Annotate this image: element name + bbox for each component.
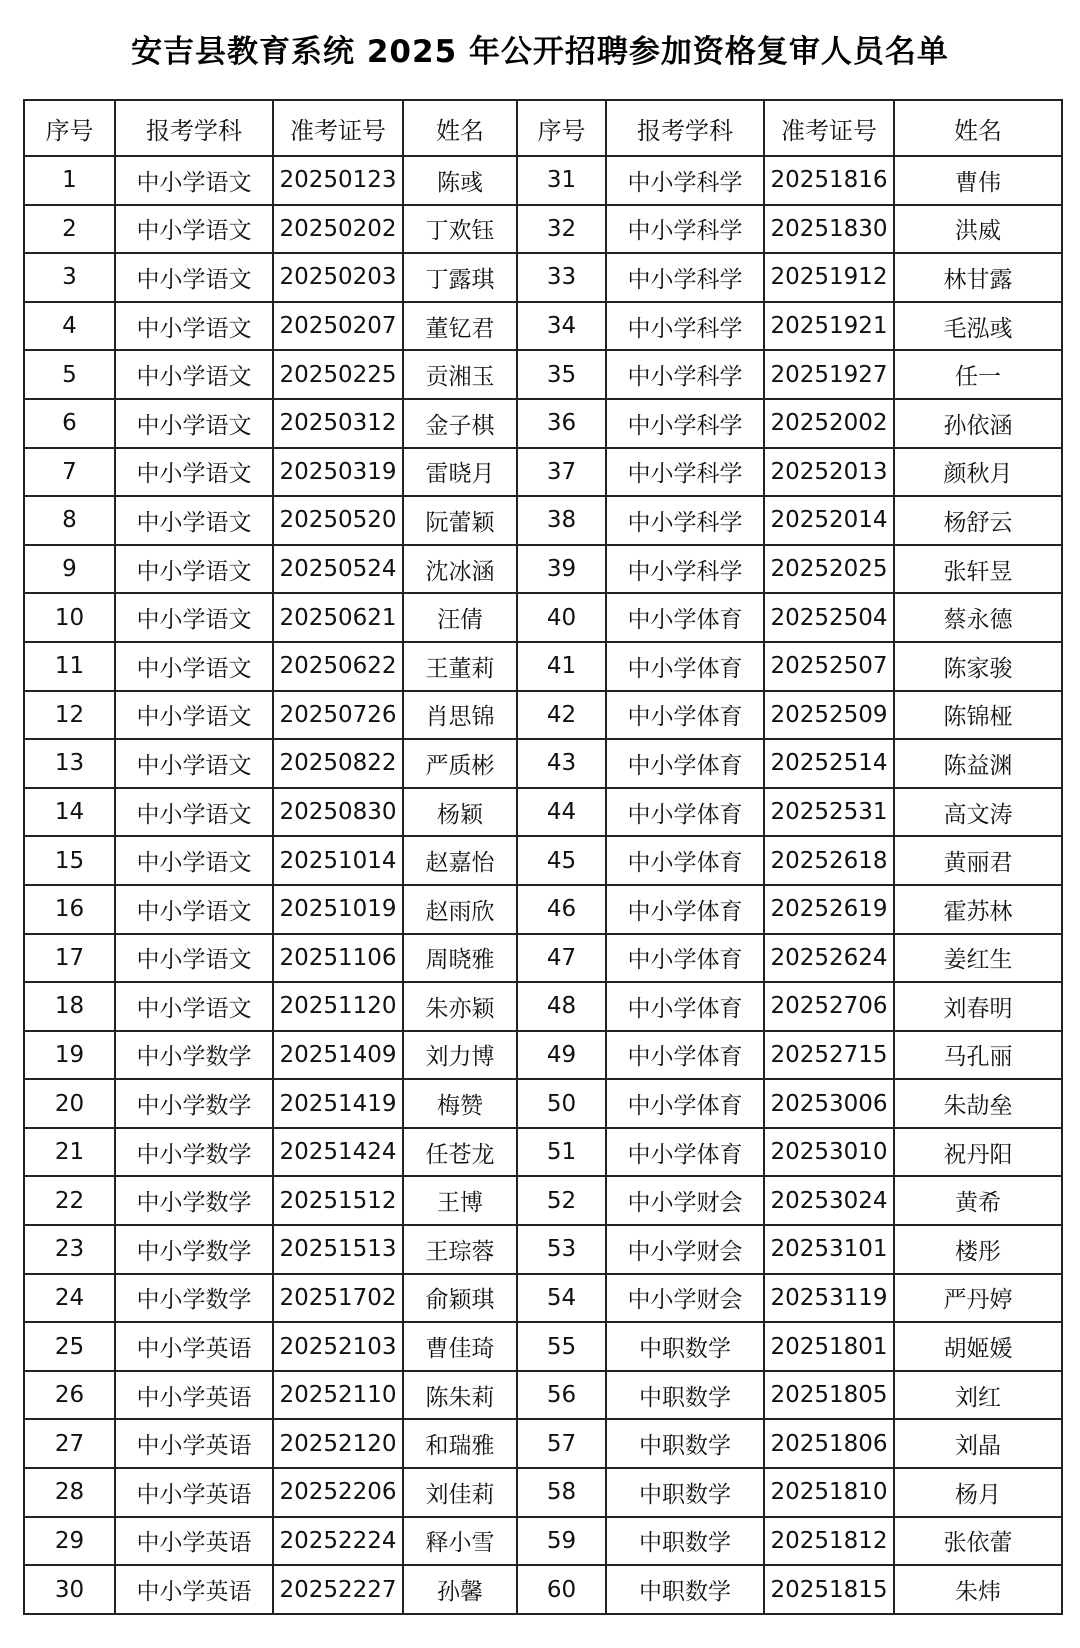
seq-cell: 20 [24,1079,115,1128]
seq-cell: 30 [24,1565,115,1614]
exam-id-cell: 20251801 [764,1322,894,1371]
name-cell: 董钇君 [403,302,517,351]
seq-cell: 3 [24,253,115,302]
name-cell: 陈家骏 [894,642,1062,691]
seq-cell: 11 [24,642,115,691]
name-cell: 任苍龙 [403,1128,517,1177]
seq-cell: 58 [517,1468,606,1517]
exam-id-cell: 20251512 [273,1176,403,1225]
exam-id-cell: 20251014 [273,836,403,885]
name-cell: 赵雨欣 [403,885,517,934]
exam-id-cell: 20250822 [273,739,403,788]
seq-cell: 45 [517,836,606,885]
exam-id-cell: 20251921 [764,302,894,351]
exam-id-cell: 20252504 [764,593,894,642]
exam-id-cell: 20251912 [764,253,894,302]
subject-cell: 中小学数学 [115,1225,273,1274]
seq-cell: 55 [517,1322,606,1371]
exam-id-cell: 20251513 [273,1225,403,1274]
table-row [24,205,1062,254]
subject-cell: 中小学英语 [115,1371,273,1420]
seq-cell: 54 [517,1274,606,1323]
name-cell: 雷晓月 [403,448,517,497]
subject-cell: 中小学体育 [606,1031,764,1080]
table-row [24,156,1062,205]
subject-cell: 中小学英语 [115,1419,273,1468]
seq-cell: 56 [517,1371,606,1420]
name-cell: 周晓雅 [403,934,517,983]
name-cell: 陈益渊 [894,739,1062,788]
seq-cell: 24 [24,1274,115,1323]
name-cell: 金子棋 [403,399,517,448]
name-cell: 朱炜 [894,1565,1062,1614]
subject-cell: 中小学体育 [606,934,764,983]
subject-cell: 中小学财会 [606,1176,764,1225]
name-cell: 杨月 [894,1468,1062,1517]
header-seq: 序号 [517,100,606,156]
table-row [24,1419,1062,1468]
seq-cell: 18 [24,982,115,1031]
name-cell: 赵嘉怡 [403,836,517,885]
exam-id-cell: 20251830 [764,205,894,254]
subject-cell: 中小学语文 [115,934,273,983]
exam-id-cell: 20250520 [273,496,403,545]
exam-id-cell: 20252715 [764,1031,894,1080]
exam-id-cell: 20250726 [273,691,403,740]
table-row [24,1468,1062,1517]
exam-id-cell: 20252531 [764,788,894,837]
name-cell: 贡湘玉 [403,350,517,399]
name-cell: 王董莉 [403,642,517,691]
exam-id-cell: 20252706 [764,982,894,1031]
table-row [24,1322,1062,1371]
exam-id-cell: 20251810 [764,1468,894,1517]
subject-cell: 中小学语文 [115,496,273,545]
exam-id-cell: 20251419 [273,1079,403,1128]
seq-cell: 29 [24,1517,115,1566]
subject-cell: 中小学语文 [115,545,273,594]
candidate-table [23,99,1063,1615]
seq-cell: 12 [24,691,115,740]
header-subject: 报考学科 [606,100,764,156]
table-row [24,885,1062,934]
seq-cell: 26 [24,1371,115,1420]
subject-cell: 中小学科学 [606,350,764,399]
exam-id-cell: 20250123 [273,156,403,205]
exam-id-cell: 20251702 [273,1274,403,1323]
name-cell: 杨颖 [403,788,517,837]
seq-cell: 22 [24,1176,115,1225]
seq-cell: 43 [517,739,606,788]
table-row [24,1031,1062,1080]
seq-cell: 23 [24,1225,115,1274]
name-cell: 朱亦颖 [403,982,517,1031]
seq-cell: 50 [517,1079,606,1128]
name-cell: 黄希 [894,1176,1062,1225]
name-cell: 陈朱莉 [403,1371,517,1420]
header-name: 姓名 [403,100,517,156]
subject-cell: 中小学语文 [115,156,273,205]
table-row [24,593,1062,642]
table-row [24,1079,1062,1128]
name-cell: 刘佳莉 [403,1468,517,1517]
table-row [24,1176,1062,1225]
table-body [24,156,1062,1614]
exam-id-cell: 20251816 [764,156,894,205]
name-cell: 和瑞雅 [403,1419,517,1468]
seq-cell: 47 [517,934,606,983]
header-name: 姓名 [894,100,1062,156]
exam-id-cell: 20250203 [273,253,403,302]
exam-id-cell: 20251815 [764,1565,894,1614]
name-cell: 王博 [403,1176,517,1225]
exam-id-cell: 20253024 [764,1176,894,1225]
subject-cell: 中小学科学 [606,399,764,448]
exam-id-cell: 20250202 [273,205,403,254]
table-row [24,1274,1062,1323]
exam-id-cell: 20251424 [273,1128,403,1177]
subject-cell: 中小学语文 [115,350,273,399]
exam-id-cell: 20253010 [764,1128,894,1177]
seq-cell: 9 [24,545,115,594]
header-exam-id: 准考证号 [764,100,894,156]
name-cell: 祝丹阳 [894,1128,1062,1177]
exam-id-cell: 20252120 [273,1419,403,1468]
table-row [24,1371,1062,1420]
name-cell: 霍苏林 [894,885,1062,934]
subject-cell: 中小学数学 [115,1274,273,1323]
name-cell: 蔡永德 [894,593,1062,642]
name-cell: 刘春明 [894,982,1062,1031]
name-cell: 丁欢钰 [403,205,517,254]
subject-cell: 中职数学 [606,1322,764,1371]
table-header-row [24,100,1062,156]
subject-cell: 中小学体育 [606,982,764,1031]
exam-id-cell: 20251806 [764,1419,894,1468]
seq-cell: 25 [24,1322,115,1371]
exam-id-cell: 20252103 [273,1322,403,1371]
subject-cell: 中小学财会 [606,1225,764,1274]
subject-cell: 中小学体育 [606,642,764,691]
name-cell: 阮蕾颖 [403,496,517,545]
name-cell: 刘力博 [403,1031,517,1080]
subject-cell: 中小学体育 [606,739,764,788]
exam-id-cell: 20251805 [764,1371,894,1420]
exam-id-cell: 20250524 [273,545,403,594]
table-row [24,788,1062,837]
seq-cell: 46 [517,885,606,934]
table-row [24,691,1062,740]
subject-cell: 中小学英语 [115,1322,273,1371]
seq-cell: 14 [24,788,115,837]
exam-id-cell: 20252507 [764,642,894,691]
exam-id-cell: 20252014 [764,496,894,545]
name-cell: 王琮蓉 [403,1225,517,1274]
subject-cell: 中小学科学 [606,545,764,594]
exam-id-cell: 20250621 [273,593,403,642]
subject-cell: 中小学体育 [606,593,764,642]
seq-cell: 13 [24,739,115,788]
exam-id-cell: 20250207 [273,302,403,351]
name-cell: 汪倩 [403,593,517,642]
seq-cell: 4 [24,302,115,351]
seq-cell: 59 [517,1517,606,1566]
table-row [24,642,1062,691]
page-title: 安吉县教育系统 2025 年公开招聘参加资格复审人员名单 [131,34,949,70]
subject-cell: 中小学语文 [115,448,273,497]
name-cell: 楼彤 [894,1225,1062,1274]
table-row [24,399,1062,448]
name-cell: 肖思锦 [403,691,517,740]
name-cell: 刘晶 [894,1419,1062,1468]
subject-cell: 中小学财会 [606,1274,764,1323]
header-subject: 报考学科 [115,100,273,156]
name-cell: 任一 [894,350,1062,399]
subject-cell: 中小学数学 [115,1031,273,1080]
seq-cell: 34 [517,302,606,351]
subject-cell: 中小学语文 [115,691,273,740]
subject-cell: 中小学体育 [606,1128,764,1177]
exam-id-cell: 20253119 [764,1274,894,1323]
seq-cell: 10 [24,593,115,642]
seq-cell: 37 [517,448,606,497]
exam-id-cell: 20252509 [764,691,894,740]
name-cell: 杨舒云 [894,496,1062,545]
seq-cell: 21 [24,1128,115,1177]
subject-cell: 中小学科学 [606,253,764,302]
seq-cell: 40 [517,593,606,642]
name-cell: 高文涛 [894,788,1062,837]
subject-cell: 中小学语文 [115,253,273,302]
exam-id-cell: 20252618 [764,836,894,885]
seq-cell: 2 [24,205,115,254]
seq-cell: 36 [517,399,606,448]
subject-cell: 中小学科学 [606,156,764,205]
seq-cell: 33 [517,253,606,302]
subject-cell: 中小学科学 [606,205,764,254]
subject-cell: 中小学科学 [606,302,764,351]
name-cell: 张依蕾 [894,1517,1062,1566]
seq-cell: 5 [24,350,115,399]
seq-cell: 7 [24,448,115,497]
exam-id-cell: 20252025 [764,545,894,594]
exam-id-cell: 20252619 [764,885,894,934]
subject-cell: 中小学语文 [115,982,273,1031]
exam-id-cell: 20250225 [273,350,403,399]
seq-cell: 15 [24,836,115,885]
subject-cell: 中小学体育 [606,1079,764,1128]
exam-id-cell: 20252002 [764,399,894,448]
subject-cell: 中小学数学 [115,1128,273,1177]
exam-id-cell: 20251927 [764,350,894,399]
name-cell: 孙馨 [403,1565,517,1614]
name-cell: 孙依涵 [894,399,1062,448]
name-cell: 严质彬 [403,739,517,788]
exam-id-cell: 20250830 [273,788,403,837]
exam-id-cell: 20252514 [764,739,894,788]
subject-cell: 中小学体育 [606,885,764,934]
seq-cell: 6 [24,399,115,448]
subject-cell: 中小学语文 [115,739,273,788]
subject-cell: 中小学语文 [115,302,273,351]
subject-cell: 中小学数学 [115,1079,273,1128]
table-row [24,982,1062,1031]
name-cell: 张轩昱 [894,545,1062,594]
exam-id-cell: 20252224 [273,1517,403,1566]
name-cell: 林甘露 [894,253,1062,302]
name-cell: 刘红 [894,1371,1062,1420]
exam-id-cell: 20252110 [273,1371,403,1420]
name-cell: 朱劼垒 [894,1079,1062,1128]
subject-cell: 中小学英语 [115,1468,273,1517]
table-row [24,1225,1062,1274]
subject-cell: 中小学语文 [115,836,273,885]
seq-cell: 8 [24,496,115,545]
subject-cell: 中小学体育 [606,788,764,837]
name-cell: 沈冰涵 [403,545,517,594]
subject-cell: 中职数学 [606,1468,764,1517]
seq-cell: 1 [24,156,115,205]
name-cell: 曹佳琦 [403,1322,517,1371]
subject-cell: 中职数学 [606,1371,764,1420]
subject-cell: 中小学英语 [115,1565,273,1614]
subject-cell: 中小学语文 [115,885,273,934]
table-row [24,934,1062,983]
exam-id-cell: 20251409 [273,1031,403,1080]
seq-cell: 27 [24,1419,115,1468]
exam-id-cell: 20251120 [273,982,403,1031]
seq-cell: 16 [24,885,115,934]
subject-cell: 中小学语文 [115,399,273,448]
table-row [24,302,1062,351]
subject-cell: 中小学英语 [115,1517,273,1566]
subject-cell: 中职数学 [606,1419,764,1468]
exam-id-cell: 20252624 [764,934,894,983]
exam-id-cell: 20250312 [273,399,403,448]
seq-cell: 17 [24,934,115,983]
exam-id-cell: 20251812 [764,1517,894,1566]
seq-cell: 48 [517,982,606,1031]
table-row [24,1565,1062,1614]
table-row [24,1128,1062,1177]
exam-id-cell: 20252206 [273,1468,403,1517]
seq-cell: 19 [24,1031,115,1080]
seq-cell: 44 [517,788,606,837]
name-cell: 马孔丽 [894,1031,1062,1080]
name-cell: 梅赞 [403,1079,517,1128]
exam-id-cell: 20252013 [764,448,894,497]
name-cell: 曹伟 [894,156,1062,205]
subject-cell: 中小学体育 [606,691,764,740]
subject-cell: 中小学语文 [115,642,273,691]
name-cell: 严丹婷 [894,1274,1062,1323]
exam-id-cell: 20250319 [273,448,403,497]
name-cell: 胡姬媛 [894,1322,1062,1371]
name-cell: 陈锦桠 [894,691,1062,740]
table-row [24,545,1062,594]
subject-cell: 中小学语文 [115,593,273,642]
subject-cell: 中小学语文 [115,788,273,837]
seq-cell: 32 [517,205,606,254]
name-cell: 俞颖琪 [403,1274,517,1323]
seq-cell: 39 [517,545,606,594]
subject-cell: 中小学体育 [606,836,764,885]
name-cell: 丁露琪 [403,253,517,302]
exam-id-cell: 20253101 [764,1225,894,1274]
seq-cell: 38 [517,496,606,545]
name-cell: 陈彧 [403,156,517,205]
exam-id-cell: 20251106 [273,934,403,983]
table-row [24,836,1062,885]
name-cell: 姜红生 [894,934,1062,983]
seq-cell: 49 [517,1031,606,1080]
table-row [24,448,1062,497]
table-row [24,496,1062,545]
subject-cell: 中小学科学 [606,496,764,545]
name-cell: 毛泓彧 [894,302,1062,351]
exam-id-cell: 20253006 [764,1079,894,1128]
subject-cell: 中小学科学 [606,448,764,497]
name-cell: 释小雪 [403,1517,517,1566]
name-cell: 洪威 [894,205,1062,254]
name-cell: 颜秋月 [894,448,1062,497]
exam-id-cell: 20251019 [273,885,403,934]
table-row [24,1517,1062,1566]
exam-id-cell: 20252227 [273,1565,403,1614]
header-seq: 序号 [24,100,115,156]
seq-cell: 53 [517,1225,606,1274]
seq-cell: 51 [517,1128,606,1177]
seq-cell: 35 [517,350,606,399]
subject-cell: 中职数学 [606,1517,764,1566]
table-row [24,739,1062,788]
seq-cell: 52 [517,1176,606,1225]
header-exam-id: 准考证号 [273,100,403,156]
subject-cell: 中小学语文 [115,205,273,254]
seq-cell: 28 [24,1468,115,1517]
seq-cell: 42 [517,691,606,740]
exam-id-cell: 20250622 [273,642,403,691]
seq-cell: 41 [517,642,606,691]
seq-cell: 31 [517,156,606,205]
subject-cell: 中小学数学 [115,1176,273,1225]
seq-cell: 60 [517,1565,606,1614]
subject-cell: 中职数学 [606,1565,764,1614]
table-row [24,350,1062,399]
table-row [24,253,1062,302]
seq-cell: 57 [517,1419,606,1468]
name-cell: 黄丽君 [894,836,1062,885]
